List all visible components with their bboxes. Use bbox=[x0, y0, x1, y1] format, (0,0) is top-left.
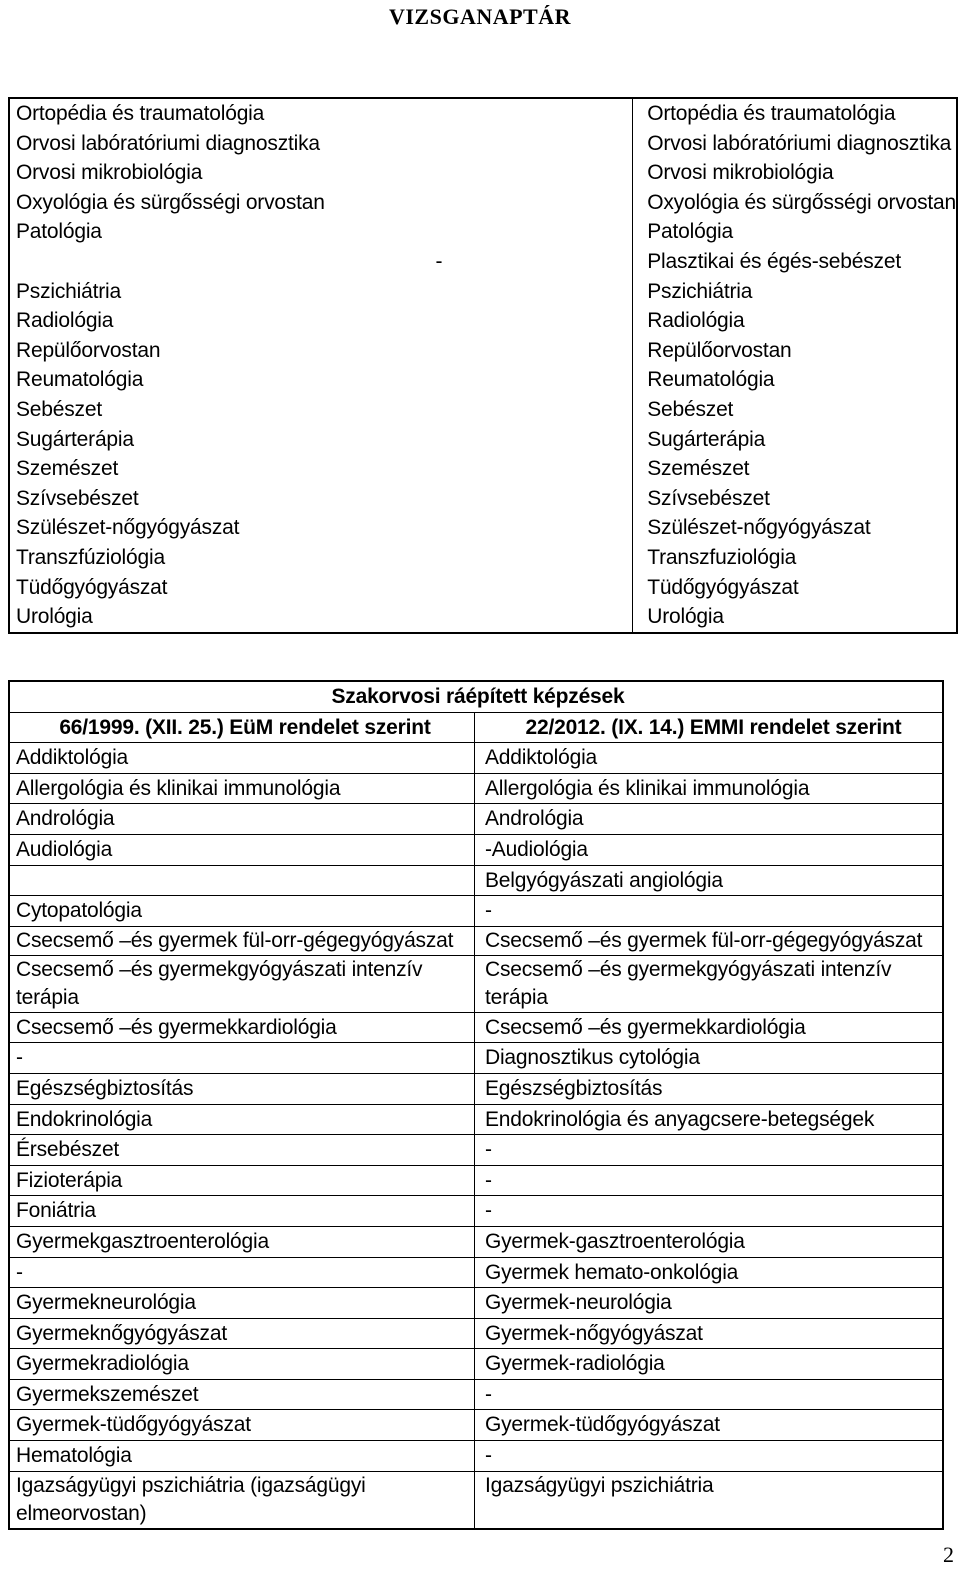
right-cell: - bbox=[475, 1441, 944, 1472]
table-row bbox=[9, 158, 957, 188]
table-row bbox=[9, 1349, 943, 1380]
page-title: VIZSGANAPTÁR bbox=[388, 4, 572, 29]
column-head-right: 22/2012. (IX. 14.) EMMI rendelet szerint bbox=[475, 712, 944, 743]
left-cell: Addiktológia bbox=[9, 743, 475, 774]
table-row bbox=[9, 1043, 943, 1074]
right-cell: Gyermek-neurológia bbox=[475, 1288, 944, 1319]
table-row bbox=[9, 773, 943, 804]
table-row bbox=[9, 484, 957, 514]
left-cell: Allergológia és klinikai immunológia bbox=[9, 773, 475, 804]
table2-heading-row bbox=[9, 681, 943, 712]
right-cell: Oxyológia és sürgősségi orvostan bbox=[633, 188, 957, 218]
column-head-left: 66/1999. (XII. 25.) EüM rendelet szerint bbox=[9, 712, 475, 743]
left-cell: Igazságyügyi pszichiátria (igazságügyi elmeorvostan) bbox=[9, 1471, 475, 1529]
table-row bbox=[9, 1012, 943, 1043]
left-cell: Gyermeknőgyógyászat bbox=[9, 1318, 475, 1349]
table-row bbox=[9, 865, 943, 896]
table-row bbox=[9, 395, 957, 425]
left-cell: Ortopédia és traumatológia bbox=[9, 98, 633, 129]
right-cell: Gyermek-radiológia bbox=[475, 1349, 944, 1380]
right-cell: Ortopédia és traumatológia bbox=[633, 98, 957, 129]
left-cell: Szemészet bbox=[9, 454, 633, 484]
right-cell: Egészségbiztosítás bbox=[475, 1073, 944, 1104]
left-cell: Csecsemő –és gyermek fül-orr-gégegyógyászat bbox=[9, 926, 475, 955]
right-cell: Patológia bbox=[633, 217, 957, 247]
left-cell: Patológia bbox=[9, 217, 633, 247]
table-row bbox=[9, 1379, 943, 1410]
left-cell: Transzfúziológia bbox=[9, 543, 633, 573]
right-cell: Szülészet-nőgyógyászat bbox=[633, 513, 957, 543]
left-cell: Szülészet-nőgyógyászat bbox=[9, 513, 633, 543]
right-cell: Orvosi labóratóriumi diagnosztika bbox=[633, 129, 957, 159]
left-cell: Sebészet bbox=[9, 395, 633, 425]
right-cell: Gyermek hemato-onkológia bbox=[475, 1257, 944, 1288]
left-cell: Reumatológia bbox=[9, 365, 633, 395]
table-row bbox=[9, 1226, 943, 1257]
right-cell: Belgyógyászati angiológia bbox=[475, 865, 944, 896]
table2-column-head-row bbox=[9, 712, 943, 743]
left-cell: Gyermekszemészet bbox=[9, 1379, 475, 1410]
table-row bbox=[9, 1073, 943, 1104]
left-cell: Repülőorvostan bbox=[9, 336, 633, 366]
table-row bbox=[9, 602, 957, 633]
table-row bbox=[9, 277, 957, 307]
table-row bbox=[9, 1471, 943, 1529]
right-cell: Diagnosztikus cytológia bbox=[475, 1043, 944, 1074]
left-cell: Érsebészet bbox=[9, 1135, 475, 1166]
table-row bbox=[9, 1257, 943, 1288]
table-row bbox=[9, 365, 957, 395]
table-row bbox=[9, 129, 957, 159]
right-cell: -Audiológia bbox=[475, 834, 944, 865]
table-row bbox=[9, 573, 957, 603]
table-row bbox=[9, 98, 957, 129]
right-cell: Sebészet bbox=[633, 395, 957, 425]
right-cell: Szemészet bbox=[633, 454, 957, 484]
table-row bbox=[9, 306, 957, 336]
right-cell: Csecsemő –és gyermek fül-orr-gégegyógyászat bbox=[475, 926, 944, 955]
table-row bbox=[9, 1196, 943, 1227]
right-cell: Csecsemő –és gyermekgyógyászati intenzív terápia bbox=[475, 955, 944, 1012]
right-cell: Plasztikai és égés-sebészet bbox=[633, 247, 957, 277]
right-cell: Pszichiátria bbox=[633, 277, 957, 307]
table-row bbox=[9, 247, 957, 277]
right-cell: Tüdőgyógyászat bbox=[633, 573, 957, 603]
left-cell: Csecsemő –és gyermekgyógyászati intenzív terápia bbox=[9, 955, 475, 1012]
right-cell: Szívsebészet bbox=[633, 484, 957, 514]
left-cell bbox=[9, 865, 475, 896]
left-cell: Gyermekneurológia bbox=[9, 1288, 475, 1319]
specialty-table-1 bbox=[8, 97, 958, 634]
table-row bbox=[9, 217, 957, 247]
right-cell: Reumatológia bbox=[633, 365, 957, 395]
left-cell: Orvosi mikrobiológia bbox=[9, 158, 633, 188]
left-cell: Orvosi labóratóriumi diagnosztika bbox=[9, 129, 633, 159]
table-row bbox=[9, 1288, 943, 1319]
right-cell: Allergológia és klinikai immunológia bbox=[475, 773, 944, 804]
right-cell: - bbox=[475, 1165, 944, 1196]
left-cell: Oxyológia és sürgősségi orvostan bbox=[9, 188, 633, 218]
right-cell: - bbox=[475, 1379, 944, 1410]
table-row bbox=[9, 955, 943, 1012]
left-cell: - bbox=[9, 247, 633, 277]
right-cell: Sugárterápia bbox=[633, 425, 957, 455]
right-cell: Urológia bbox=[633, 602, 957, 633]
left-cell: Gyermekradiológia bbox=[9, 1349, 475, 1380]
right-cell: Repülőorvostan bbox=[633, 336, 957, 366]
left-cell: Gyermek-tüdőgyógyászat bbox=[9, 1410, 475, 1441]
left-cell: Foniátria bbox=[9, 1196, 475, 1227]
right-cell: - bbox=[475, 896, 944, 927]
table-row bbox=[9, 1318, 943, 1349]
left-cell: Radiológia bbox=[9, 306, 633, 336]
table-row bbox=[9, 188, 957, 218]
right-cell: Gyermek-tüdőgyógyászat bbox=[475, 1410, 944, 1441]
right-cell: Endokrinológia és anyagcsere-betegségek bbox=[475, 1104, 944, 1135]
left-cell: Andrológia bbox=[9, 804, 475, 835]
right-cell: Addiktológia bbox=[475, 743, 944, 774]
table-row bbox=[9, 1441, 943, 1472]
right-cell: Transzfuziológia bbox=[633, 543, 957, 573]
left-cell: Pszichiátria bbox=[9, 277, 633, 307]
table-row bbox=[9, 513, 957, 543]
right-cell: Csecsemő –és gyermekkardiológia bbox=[475, 1012, 944, 1043]
table-row bbox=[9, 743, 943, 774]
left-cell: - bbox=[9, 1043, 475, 1074]
table-row bbox=[9, 926, 943, 955]
table-row bbox=[9, 804, 943, 835]
left-cell: Tüdőgyógyászat bbox=[9, 573, 633, 603]
table-row bbox=[9, 1135, 943, 1166]
right-cell: Radiológia bbox=[633, 306, 957, 336]
left-cell: Szívsebészet bbox=[9, 484, 633, 514]
right-cell: Orvosi mikrobiológia bbox=[633, 158, 957, 188]
left-cell: Urológia bbox=[9, 602, 633, 633]
left-cell: Endokrinológia bbox=[9, 1104, 475, 1135]
right-cell: Igazságyügyi pszichiátria bbox=[475, 1471, 944, 1529]
right-cell: Gyermek-nőgyógyászat bbox=[475, 1318, 944, 1349]
page-number: 2 bbox=[943, 1542, 954, 1567]
table-row bbox=[9, 896, 943, 927]
right-cell: Gyermek-gasztroenterológia bbox=[475, 1226, 944, 1257]
table-row bbox=[9, 454, 957, 484]
table2-heading: Szakorvosi ráépített képzések bbox=[9, 681, 943, 712]
specialty-table-2 bbox=[8, 680, 944, 1530]
table-row bbox=[9, 1410, 943, 1441]
right-cell: - bbox=[475, 1135, 944, 1166]
left-cell: Gyermekgasztroenterológia bbox=[9, 1226, 475, 1257]
left-cell: Sugárterápia bbox=[9, 425, 633, 455]
left-cell: Hematológia bbox=[9, 1441, 475, 1472]
left-cell: Egészségbiztosítás bbox=[9, 1073, 475, 1104]
table-row bbox=[9, 425, 957, 455]
left-cell: Fizioterápia bbox=[9, 1165, 475, 1196]
table-row bbox=[9, 336, 957, 366]
left-cell: - bbox=[9, 1257, 475, 1288]
right-cell: - bbox=[475, 1196, 944, 1227]
right-cell: Andrológia bbox=[475, 804, 944, 835]
table-row bbox=[9, 834, 943, 865]
left-cell: Cytopatológia bbox=[9, 896, 475, 927]
table-row bbox=[9, 1165, 943, 1196]
left-cell: Audiológia bbox=[9, 834, 475, 865]
left-cell: Csecsemő –és gyermekkardiológia bbox=[9, 1012, 475, 1043]
table-row bbox=[9, 543, 957, 573]
table-row bbox=[9, 1104, 943, 1135]
